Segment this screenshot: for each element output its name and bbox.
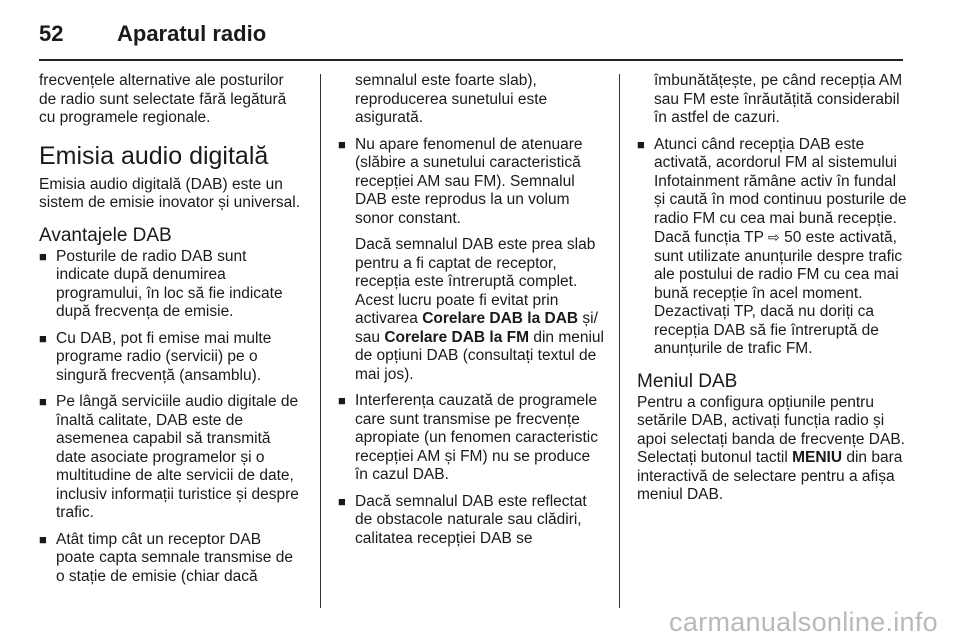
text-run: din meniul de opțiuni DAB (consultați textul de mai jos). — [355, 328, 604, 383]
section-heading: Emisia audio digitală — [39, 141, 269, 170]
page-header — [39, 14, 266, 54]
section-paragraph: Emisia audio digitală (DAB) este un sistem de emisie inovator și universal. — [39, 175, 301, 211]
menu-option-name: Corelare DAB la FM — [384, 328, 530, 346]
list-item-text: Posturile de radio DAB sunt indicate după denumirea programului, în loc să fie indicate după frecvența de emisie. — [56, 247, 283, 320]
bullet-icon: ■ — [39, 531, 47, 547]
bullet-icon: ■ — [39, 248, 47, 264]
list-item-text: Pe lângă serviciile audio digitale de înaltă calitate, DAB este de asemenea capabil să transmită date asociate programelor și o multitudine de alte servicii de date, inclusiv informații turistice și despre trafic. — [56, 393, 299, 521]
list-item-text: Atât timp cât un receptor DAB poate capta semnale transmise de o stație de emisie (chiar dacă — [56, 530, 293, 585]
list-item — [338, 493, 606, 549]
list-item — [338, 136, 606, 229]
list-item-text — [654, 136, 906, 358]
page-title: Aparatul radio — [117, 21, 267, 46]
page-number: 52 — [39, 21, 64, 46]
header-rule — [39, 59, 903, 61]
subsection-heading: Meniul DAB — [637, 370, 738, 392]
page-reference: 50 — [784, 229, 802, 246]
list-item — [39, 531, 303, 587]
column-divider — [619, 74, 620, 608]
list-item — [39, 248, 303, 322]
subsection-heading: Avantajele DAB — [39, 224, 172, 246]
text-run: din bara interactivă de selectare pentru a afișa meniul DAB. — [637, 449, 903, 503]
list-item-paragraph — [338, 236, 606, 384]
page-reference-arrow-icon: ⇨ — [768, 229, 780, 245]
bullet-icon: ■ — [338, 136, 346, 152]
list-item — [637, 136, 907, 359]
list-item-text: Nu apare fenomenul de atenuare (slăbire a sunetului caracteristică recepției AM sau FM). Semnalul DAB este reprodus la un volum sonor constant. — [355, 135, 583, 227]
menu-option-name: Corelare DAB la DAB — [422, 310, 579, 327]
list-item-text: Cu DAB, pot fi emise mai multe programe radio (servicii) pe o singură frecvență (ansamblu). — [56, 329, 272, 384]
bullet-icon: ■ — [338, 393, 346, 408]
bullet-icon: ■ — [39, 394, 47, 409]
text-run: Dacă semnalul DAB este prea slab pentru a fi captat de receptor, recepția este întreruptă complet. Acest lucru poate fi evitat prin activarea — [355, 236, 596, 327]
continuation-text: semnalul este foarte slab), reproducerea sunetului este asigurată. — [355, 72, 548, 126]
bullet-icon: ■ — [338, 493, 346, 509]
watermark: carmanualsonline.info — [669, 607, 938, 637]
text-run: este activată, sunt utilizate anunțurile despre trafic ale postului de radio FM cu cea mai bună recepție în acel moment. Dezactivați TP, dacă nu doriți ca recepția DAB să fie întreruptă de anunțurile de trafic FM. — [654, 229, 903, 357]
continuation-text: îmbunătățește, pe când recepția AM sau FM este înrăutățită considerabil în astfel de cazuri. — [654, 72, 903, 126]
column-divider — [320, 74, 321, 608]
list-item — [338, 392, 606, 485]
column-3 — [637, 72, 907, 513]
list-item-text: Interferența cauzată de programele care sunt transmise pe frecvențe apropiate (un fenomen caracteristic recepției AM și FM) nu se produce în cazul DAB. — [355, 392, 598, 483]
intro-paragraph: frecvențele alternative ale posturilor de radio sunt selectate fără legătură cu programele regionale. — [39, 72, 287, 126]
column-1 — [39, 72, 303, 594]
list-item — [39, 393, 303, 523]
bullet-icon: ■ — [637, 136, 645, 152]
section-paragraph — [637, 394, 907, 505]
text-run: Pentru a configura opțiunile pentru setările DAB, activați funcția radio și apoi selectați banda de frecvențe DAB. Selectați butonul tactil — [637, 393, 905, 466]
bullet-icon: ■ — [39, 330, 47, 346]
text-run: și/ sau — [355, 310, 598, 346]
list-item — [39, 330, 303, 386]
column-2 — [338, 72, 606, 556]
button-name: MENIU — [792, 449, 843, 466]
list-item-text: Dacă semnalul DAB este reflectat de obstacole naturale sau clădiri, calitatea recepției DAB se — [355, 492, 587, 547]
text-run: Atunci când recepția DAB este activată, acordorul FM al sistemului Infotainment rămâne activ în fundal și caută în mod continuu posturile de radio FM cu cea mai bună recepție. Dacă funcția TP — [654, 135, 907, 246]
